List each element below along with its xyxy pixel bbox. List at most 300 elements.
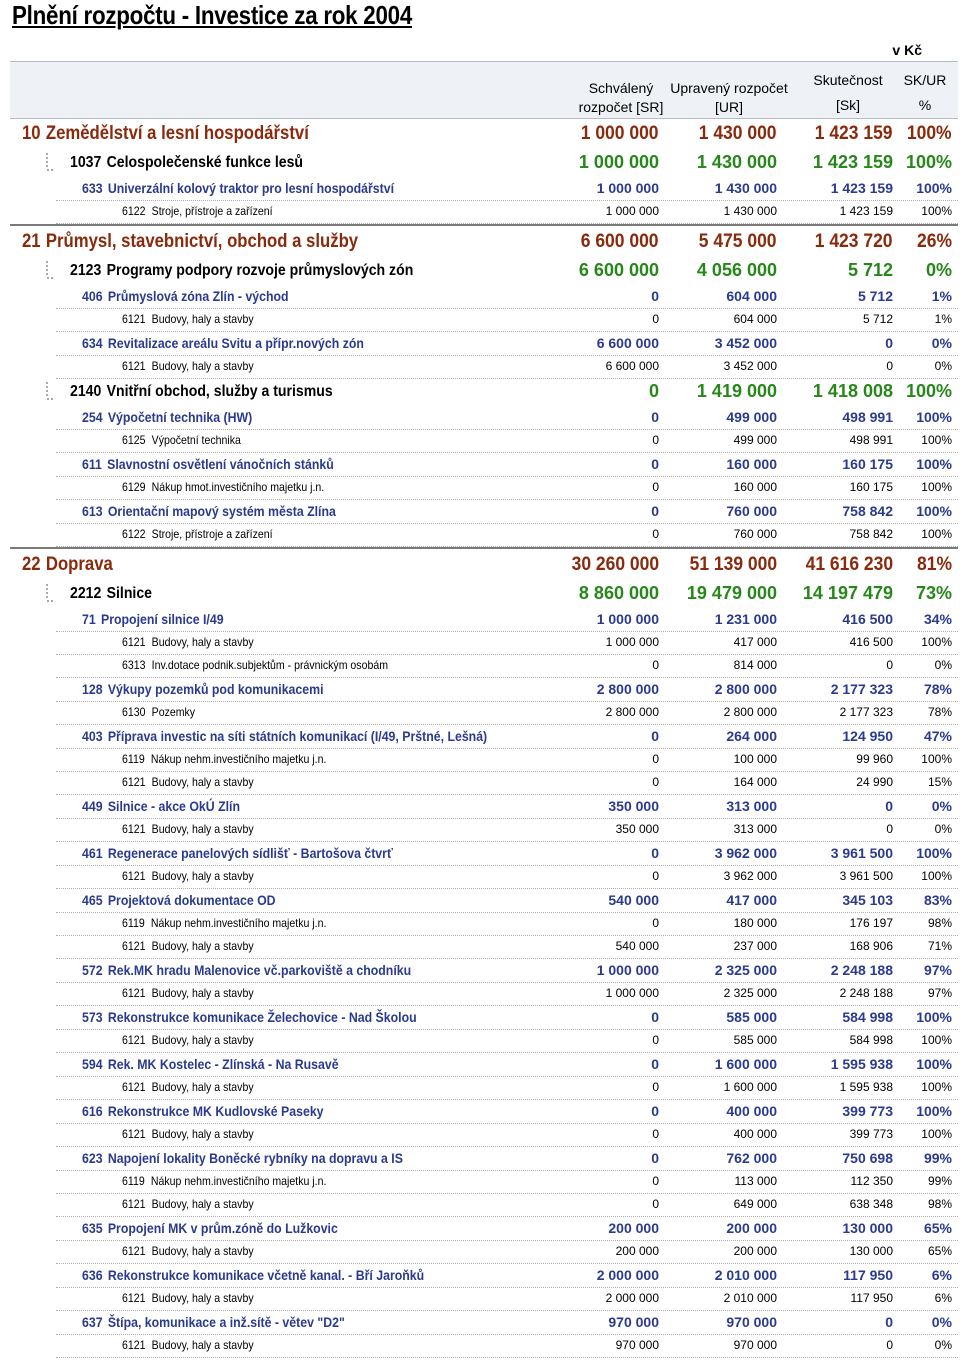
table-row-level-2: [0, 149, 960, 176]
row-title: Výpočetní technika (HW): [107, 409, 253, 425]
adjusted-budget-cell: 19 479 000: [686, 583, 777, 603]
ratio-cell: 47%: [923, 728, 952, 744]
row-label: [82, 677, 323, 701]
row-label: [122, 748, 326, 771]
ratio-cell: 100%: [921, 527, 952, 541]
row-title: Regenerace panelových sídlišť - Bartošova čtvrť: [107, 845, 393, 861]
approved-budget-cell: 0: [652, 775, 659, 789]
row-title: Budovy, haly a stavby: [151, 775, 254, 789]
row-title: Nákup hmot.investičního majetku j.n.: [151, 480, 325, 494]
row-code: 1037: [70, 154, 102, 171]
row-title: Rekonstrukce komunikace včetně kanal. - Bří Jaroňků: [107, 1267, 425, 1283]
adjusted-budget-cell: 1 430 000: [723, 204, 777, 218]
row-code: 6119: [122, 916, 145, 930]
actual-cell: 112 350: [850, 1174, 893, 1188]
row-code: 10: [22, 123, 41, 144]
adjusted-budget-cell: 113 000: [734, 1174, 777, 1188]
row-title: Slavnostní osvětlení vánočních stánků: [107, 456, 334, 472]
row-code: 6121: [122, 1127, 146, 1141]
row-title: Univerzální kolový traktor pro lesní hospodářství: [107, 180, 395, 196]
row-title: Budovy, haly a stavby: [151, 1197, 254, 1211]
row-title: Průmyslová zóna Zlín - východ: [107, 288, 289, 304]
row-label: [122, 631, 254, 654]
actual-cell: 638 348: [849, 1197, 893, 1211]
row-label: [122, 1334, 254, 1357]
table-row-level-4: [0, 523, 960, 546]
row-code: 6122: [122, 204, 146, 218]
table-row-level-3: [0, 841, 960, 865]
row-label: [82, 1052, 339, 1076]
row-label: [82, 607, 224, 631]
row-title: Pozemky: [151, 705, 196, 719]
table-row-level-2: [0, 580, 960, 607]
row-title: Budovy, haly a stavby: [151, 1033, 254, 1047]
row-label: [70, 378, 333, 405]
ratio-cell: 100%: [921, 433, 952, 447]
row-label: [70, 149, 303, 176]
approved-budget-cell: 1 000 000: [596, 611, 659, 627]
approved-budget-cell: 0: [652, 1197, 659, 1211]
row-code: 616: [82, 1103, 103, 1119]
actual-cell: 5 712: [857, 288, 893, 304]
adjusted-budget-cell: 417 000: [733, 635, 777, 649]
table-row-level-1: [0, 119, 960, 149]
row-label: [82, 1099, 324, 1123]
adjusted-budget-cell: 970 000: [726, 1314, 777, 1330]
row-label: [82, 1310, 345, 1334]
approved-budget-cell: 200 000: [608, 1220, 659, 1236]
actual-cell: 176 197: [849, 916, 893, 930]
row-title: Výpočetní technika: [151, 433, 241, 447]
row-code: 6121: [122, 1291, 146, 1305]
ratio-cell: 100%: [905, 381, 952, 401]
header-adjusted-line2: [UR]: [715, 99, 743, 115]
ratio-cell: 78%: [923, 681, 952, 697]
actual-cell: 758 842: [842, 503, 893, 519]
table-row-level-3: [0, 724, 960, 748]
approved-budget-cell: 0: [652, 658, 659, 672]
row-label: [70, 580, 152, 607]
ratio-cell: 0%: [934, 359, 952, 373]
row-label: [82, 1263, 424, 1287]
row-code: 594: [82, 1056, 103, 1072]
table-row-level-4: [0, 1076, 960, 1099]
table-row-level-1: [0, 227, 960, 257]
adjusted-budget-cell: 814 000: [733, 658, 777, 672]
approved-budget-cell: 1 000 000: [605, 204, 659, 218]
ratio-cell: 34%: [923, 611, 952, 627]
row-code: 2140: [70, 383, 102, 400]
row-code: 6121: [122, 775, 146, 789]
adjusted-budget-cell: 585 000: [726, 1009, 777, 1025]
adjusted-budget-cell: 604 000: [726, 288, 777, 304]
row-label: [82, 888, 276, 912]
header-ratio: [898, 71, 952, 115]
ratio-cell: 0%: [931, 798, 952, 814]
adjusted-budget-cell: 164 000: [733, 775, 777, 789]
adjusted-budget-cell: 760 000: [726, 503, 777, 519]
row-label: [122, 865, 254, 888]
row-title: Budovy, haly a stavby: [151, 1338, 254, 1352]
actual-cell: 160 175: [849, 480, 893, 494]
row-title: Budovy, haly a stavby: [151, 939, 254, 953]
adjusted-budget-cell: 585 000: [733, 1033, 777, 1047]
table-header: [10, 61, 958, 119]
row-title: Stroje, přístroje a zařízení: [151, 204, 273, 218]
table-row-level-4: [0, 308, 960, 331]
adjusted-budget-cell: 2 010 000: [714, 1267, 777, 1283]
row-title: Inv.dotace podnik.subjektům - právnickým osobám: [151, 658, 389, 672]
actual-cell: 399 773: [849, 1127, 893, 1141]
actual-cell: 0: [886, 658, 893, 672]
actual-cell: 3 961 500: [830, 845, 893, 861]
approved-budget-cell: 0: [651, 1150, 659, 1166]
adjusted-budget-cell: 1 600 000: [723, 1080, 777, 1094]
row-code: 6121: [122, 869, 146, 883]
approved-budget-cell: 0: [651, 503, 659, 519]
table-row-level-3: [0, 405, 960, 429]
ratio-cell: 1%: [934, 312, 952, 326]
ratio-cell: 15%: [927, 775, 952, 789]
actual-cell: 0: [885, 335, 893, 351]
ratio-cell: 26%: [917, 231, 952, 252]
actual-cell: 3 961 500: [839, 869, 893, 883]
adjusted-budget-cell: 2 010 000: [723, 1291, 777, 1305]
actual-cell: 584 998: [842, 1009, 893, 1025]
actual-cell: 498 991: [849, 433, 893, 447]
actual-cell: 0: [885, 1314, 893, 1330]
row-code: 6121: [122, 822, 146, 836]
approved-budget-cell: 1 000 000: [605, 986, 659, 1000]
approved-budget-cell: 540 000: [615, 939, 659, 953]
row-code: 128: [82, 681, 103, 697]
row-code: 6121: [122, 1244, 146, 1258]
adjusted-budget-cell: 3 452 000: [714, 335, 777, 351]
header-actual-line2: [Sk]: [835, 97, 861, 113]
approved-budget-cell: 0: [651, 409, 659, 425]
row-code: 636: [82, 1267, 103, 1283]
actual-cell: 0: [885, 798, 893, 814]
row-title: Příprava investic na síti státních komunikací (I/49, Prštné, Lešná): [107, 728, 488, 744]
actual-cell: 130 000: [849, 1244, 893, 1258]
header-ratio-line1: SK/UR: [903, 72, 947, 88]
approved-budget-cell: 0: [652, 1080, 659, 1094]
adjusted-budget-cell: 400 000: [726, 1103, 777, 1119]
approved-budget-cell: 540 000: [608, 892, 659, 908]
row-title: Budovy, haly a stavby: [151, 312, 254, 326]
row-title: Rekonstrukce komunikace Želechovice - Nad Školou: [107, 1009, 417, 1025]
row-label: [122, 1076, 254, 1099]
adjusted-budget-cell: 499 000: [726, 409, 777, 425]
ratio-cell: 71%: [927, 939, 952, 953]
header-adjusted-budget: [664, 79, 794, 117]
row-label: [122, 1240, 254, 1263]
currency-unit: v Kč: [892, 42, 922, 58]
row-label: [22, 550, 113, 580]
adjusted-budget-cell: 100 000: [733, 752, 777, 766]
table-row-level-4: [0, 1334, 960, 1357]
table-row-level-3: [0, 176, 960, 200]
adjusted-budget-cell: 237 000: [733, 939, 777, 953]
row-divider: [56, 1357, 958, 1358]
approved-budget-cell: 1 000 000: [578, 152, 659, 172]
actual-cell: 498 991: [842, 409, 893, 425]
approved-budget-cell: 0: [651, 1009, 659, 1025]
ratio-cell: 100%: [921, 752, 952, 766]
adjusted-budget-cell: 160 000: [726, 456, 777, 472]
approved-budget-cell: 1 000 000: [596, 180, 659, 196]
actual-cell: 1 423 159: [815, 123, 893, 144]
adjusted-budget-cell: 1 231 000: [714, 611, 777, 627]
row-code: 465: [82, 892, 103, 908]
ratio-cell: 99%: [923, 1150, 952, 1166]
row-label: [122, 429, 241, 452]
table-row-level-4: [0, 200, 960, 223]
header-approved-budget: [566, 79, 676, 117]
table-row-level-4: [0, 982, 960, 1005]
approved-budget-cell: 6 600 000: [578, 260, 659, 280]
table-row-level-3: [0, 452, 960, 476]
row-code: 71: [82, 611, 96, 627]
adjusted-budget-cell: 3 962 000: [723, 869, 777, 883]
table-row-level-2: [0, 378, 960, 405]
actual-cell: 758 842: [849, 527, 893, 541]
ratio-cell: 97%: [927, 986, 952, 1000]
ratio-cell: 100%: [916, 503, 952, 519]
actual-cell: 0: [886, 1338, 893, 1352]
row-title: Propojení MK v prům.zóně do Lužkovic: [107, 1220, 338, 1236]
ratio-cell: 100%: [905, 152, 952, 172]
approved-budget-cell: 0: [648, 381, 659, 401]
table-row-level-4: [0, 818, 960, 841]
row-code: 6125: [122, 433, 146, 447]
row-code: 21: [22, 231, 41, 252]
ratio-cell: 100%: [916, 456, 952, 472]
row-label: [82, 176, 394, 200]
adjusted-budget-cell: 400 000: [733, 1127, 777, 1141]
row-label: [82, 1005, 417, 1029]
row-title: Nákup nehm.investičního majetku j.n.: [150, 752, 327, 766]
table-row-level-4: [0, 865, 960, 888]
approved-budget-cell: 2 800 000: [596, 681, 659, 697]
row-code: 6121: [122, 635, 146, 649]
row-title: Orientační mapový systém města Zlína: [107, 503, 336, 519]
actual-cell: 416 500: [842, 611, 893, 627]
ratio-cell: 0%: [931, 335, 952, 351]
row-title: Doprava: [45, 554, 113, 575]
table-row-level-4: [0, 701, 960, 724]
table-row-level-4: [0, 1240, 960, 1263]
ratio-cell: 81%: [917, 554, 952, 575]
row-label: [122, 1193, 254, 1216]
approved-budget-cell: 350 000: [615, 822, 659, 836]
row-label: [122, 818, 254, 841]
row-label: [82, 841, 393, 865]
row-title: Propojení silnice I/49: [100, 611, 224, 627]
approved-budget-cell: 0: [651, 728, 659, 744]
ratio-cell: 6%: [931, 1267, 952, 1283]
row-code: 611: [82, 456, 102, 472]
table-row-level-4: [0, 935, 960, 958]
row-label: [122, 771, 254, 794]
row-label: [82, 1216, 338, 1240]
row-code: 6121: [122, 1080, 146, 1094]
table-row-level-3: [0, 607, 960, 631]
actual-cell: 399 773: [842, 1103, 893, 1119]
table-row-level-3: [0, 794, 960, 818]
adjusted-budget-cell: 3 452 000: [723, 359, 777, 373]
row-title: Budovy, haly a stavby: [151, 1127, 254, 1141]
row-code: 572: [82, 962, 103, 978]
approved-budget-cell: 30 260 000: [571, 554, 659, 575]
approved-budget-cell: 2 000 000: [596, 1267, 659, 1283]
adjusted-budget-cell: 160 000: [733, 480, 777, 494]
ratio-cell: 0%: [934, 822, 952, 836]
row-title: Průmysl, stavebnictví, obchod a služby: [45, 231, 359, 252]
approved-budget-cell: 200 000: [615, 1244, 659, 1258]
actual-cell: 416 500: [849, 635, 893, 649]
row-label: [82, 452, 334, 476]
ratio-cell: 65%: [923, 1220, 952, 1236]
adjusted-budget-cell: 604 000: [733, 312, 777, 326]
dotted-bracket-icon: [44, 380, 54, 402]
row-title: Budovy, haly a stavby: [151, 986, 254, 1000]
row-title: Stroje, přístroje a zařízení: [151, 527, 273, 541]
table-row-level-4: [0, 429, 960, 452]
row-label: [122, 1287, 254, 1310]
row-code: 613: [82, 503, 103, 519]
row-code: 449: [82, 798, 103, 814]
actual-cell: 0: [886, 822, 893, 836]
ratio-cell: 99%: [927, 1174, 952, 1188]
adjusted-budget-cell: 3 962 000: [714, 845, 777, 861]
ratio-cell: 100%: [916, 1103, 952, 1119]
adjusted-budget-cell: 2 800 000: [714, 681, 777, 697]
ratio-cell: 0%: [925, 260, 952, 280]
table-row-level-4: [0, 476, 960, 499]
row-code: 6121: [122, 939, 146, 953]
approved-budget-cell: 8 860 000: [578, 583, 659, 603]
row-label: [82, 1146, 403, 1170]
approved-budget-cell: 0: [651, 288, 659, 304]
row-code: 461: [82, 845, 103, 861]
row-label: [122, 654, 388, 677]
row-title: Revitalizace areálu Svitu a přípr.nových zón: [107, 335, 364, 351]
adjusted-budget-cell: 1 430 000: [714, 180, 777, 196]
row-title: Rek. MK Kostelec - Zlínská - Na Rusavě: [107, 1056, 339, 1072]
row-title: Rek.MK hradu Malenovice vč.parkoviště a chodníku: [107, 962, 412, 978]
row-title: Budovy, haly a stavby: [151, 635, 254, 649]
row-title: Projektová dokumentace OD: [107, 892, 276, 908]
adjusted-budget-cell: 200 000: [733, 1244, 777, 1258]
table-row-level-3: [0, 1263, 960, 1287]
row-title: Celospolečenské funkce lesů: [106, 154, 304, 171]
approved-budget-cell: 6 600 000: [605, 359, 659, 373]
row-label: [122, 355, 254, 378]
approved-budget-cell: 6 600 000: [596, 335, 659, 351]
row-label: [122, 200, 273, 223]
row-label: [82, 499, 336, 523]
adjusted-budget-cell: 1 419 000: [696, 381, 777, 401]
header-actual-line1: Skutečnost: [813, 72, 883, 88]
table-row-level-3: [0, 1146, 960, 1170]
table-row-level-4: [0, 1170, 960, 1193]
approved-budget-cell: 0: [652, 433, 659, 447]
row-label: [82, 331, 364, 355]
actual-cell: 5 712: [847, 260, 893, 280]
approved-budget-cell: 0: [652, 1127, 659, 1141]
row-label: [70, 257, 413, 284]
table-row-level-4: [0, 631, 960, 654]
row-label: [122, 523, 273, 546]
actual-cell: 1 423 720: [815, 231, 893, 252]
row-label: [122, 308, 254, 331]
row-title: Budovy, haly a stavby: [151, 359, 254, 373]
table-row-level-3: [0, 1216, 960, 1240]
header-approved-line1: Schválený: [588, 80, 654, 96]
table-row-level-4: [0, 1287, 960, 1310]
ratio-cell: 100%: [916, 180, 952, 196]
table-row-level-4: [0, 771, 960, 794]
actual-cell: 168 906: [849, 939, 893, 953]
table-row-level-3: [0, 1005, 960, 1029]
table-row-level-4: [0, 1123, 960, 1146]
row-code: 22: [22, 554, 41, 575]
table-row-level-3: [0, 331, 960, 355]
row-title: Štípa, komunikace a inž.sítě - větev "D2": [107, 1314, 345, 1330]
ratio-cell: 100%: [916, 845, 952, 861]
adjusted-budget-cell: 264 000: [726, 728, 777, 744]
row-code: 635: [82, 1220, 103, 1236]
table-row-level-4: [0, 1193, 960, 1216]
actual-cell: 750 698: [842, 1150, 893, 1166]
ratio-cell: 1%: [931, 288, 952, 304]
table-row-level-3: [0, 1052, 960, 1076]
row-label: [122, 935, 254, 958]
row-label: [122, 476, 324, 499]
row-code: 6121: [122, 1197, 146, 1211]
row-code: 6121: [122, 359, 146, 373]
table-row-level-3: [0, 284, 960, 308]
row-label: [22, 119, 309, 149]
actual-cell: 1 423 159: [812, 152, 893, 172]
ratio-cell: 6%: [934, 1291, 952, 1305]
row-code: 637: [82, 1314, 103, 1330]
row-title: Vnitřní obchod, služby a turismus: [106, 383, 333, 400]
actual-cell: 2 177 323: [839, 705, 893, 719]
adjusted-budget-cell: 1 600 000: [714, 1056, 777, 1072]
adjusted-budget-cell: 200 000: [726, 1220, 777, 1236]
ratio-cell: 83%: [923, 892, 952, 908]
ratio-cell: 100%: [921, 1033, 952, 1047]
page-title: Plnění rozpočtu - Investice za rok 2004: [12, 0, 413, 30]
ratio-cell: 100%: [921, 869, 952, 883]
approved-budget-cell: 0: [652, 480, 659, 494]
row-code: 6121: [122, 1338, 146, 1352]
actual-cell: 160 175: [842, 456, 893, 472]
ratio-cell: 98%: [927, 916, 952, 930]
approved-budget-cell: 0: [652, 312, 659, 326]
ratio-cell: 100%: [907, 123, 952, 144]
row-code: 6122: [122, 527, 146, 541]
ratio-cell: 98%: [927, 1197, 952, 1211]
table-row-level-1: [0, 550, 960, 580]
dotted-bracket-icon: [44, 151, 54, 173]
actual-cell: 2 248 188: [839, 986, 893, 1000]
adjusted-budget-cell: 2 325 000: [714, 962, 777, 978]
row-code: 6313: [122, 658, 146, 672]
approved-budget-cell: 0: [652, 1174, 659, 1188]
